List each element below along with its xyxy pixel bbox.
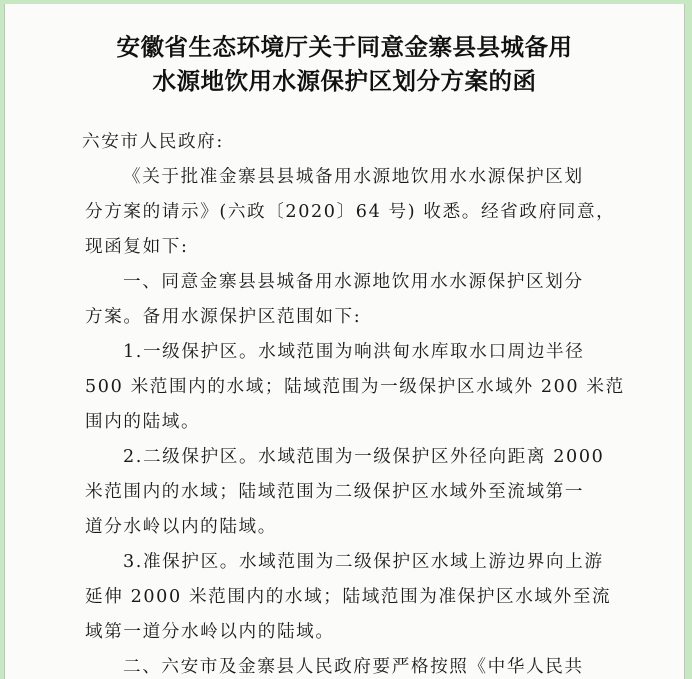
body-line: 500 米范围内的水域；陆域范围为一级保护区水域外 200 米范 (85, 377, 625, 397)
body-line: 围内的陆域。 (85, 412, 201, 432)
body-line: 米范围内的水域；陆域范围为二级保护区水域外至流域第一 (85, 482, 585, 502)
body-line: 2.二级保护区。水域范围为一级保护区外径向距离 2000 (123, 447, 605, 467)
body-line: 3.准保护区。水域范围为二级保护区水域上游边界向上游 (123, 552, 604, 572)
body-line: 道分水岭以内的陆域。 (85, 517, 277, 537)
document-page (4, 4, 685, 679)
body-line: 域第一道分水岭以内的陆域。 (85, 622, 335, 642)
body-line: 分方案的请示》(六政〔2020〕64 号) 收悉。经省政府同意， (85, 202, 616, 222)
body-line: 1.一级保护区。水域范围为响洪甸水库取水口周边半径 (123, 342, 585, 362)
body-line: 一、同意金寨县县城备用水源地饮用水水源保护区划分 (123, 272, 584, 292)
body-line: 方案。备用水源保护区范围如下: (85, 307, 362, 327)
body-line: 延伸 2000 米范围内的水域；陆域范围为准保护区水域外至流 (85, 587, 612, 607)
document-title-line-2: 水源地饮用水源保护区划分方案的函 (152, 67, 537, 95)
body-line: 现函复如下: (85, 237, 189, 257)
salutation: 六安市人民政府: (82, 132, 224, 152)
body-line: 《关于批准金寨县县城备用水源地饮用水水源保护区划 (123, 167, 584, 187)
document-title-line-1: 安徽省生态环境厅关于同意金寨县县城备用 (116, 33, 573, 61)
body-line: 二、六安市及金寨县人民政府要严格按照《中华人民共 (123, 657, 584, 677)
